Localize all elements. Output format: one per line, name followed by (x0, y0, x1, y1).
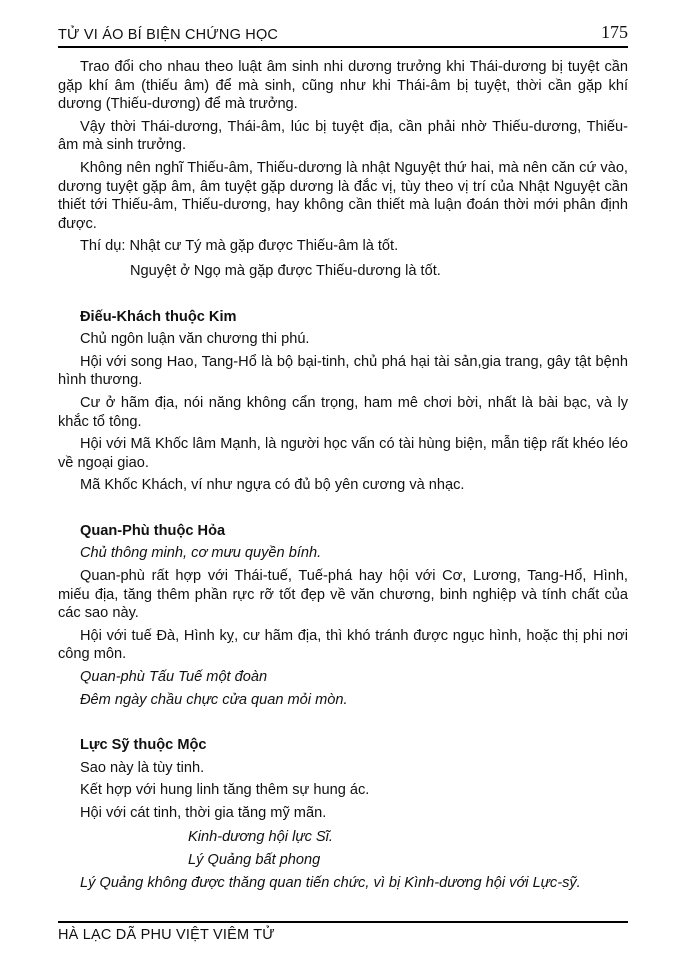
paragraph: Không nên nghĩ Thiếu-âm, Thiếu-dương là nhật Nguyệt thứ hai, mà nên căn cứ vào, dương tuyệt gặp âm, âm tuyệt gặp dương là đắc vị, tùy theo vị trí của Nhật Nguyệt cần thiết tới Thiếu-âm, Thiếu-dương, hay không cần thiết mà luận đoán thời mới phân định được. (58, 159, 628, 232)
paragraph-italic: Lý Quảng không được thăng quan tiến chức, vì bị Kình-dương hội với Lực-sỹ. (80, 874, 581, 891)
section-heading: Lực Sỹ thuộc Mộc (80, 737, 207, 754)
paragraph: Hội với song Hao, Tang-Hổ là bộ bại-tinh, chủ phá hại tài sản,gia trang, gây tật bệnh hình thương. (58, 353, 628, 389)
example-line: Thí dụ: Nhật cư Tý mà gặp được Thiếu-âm là tốt. (80, 238, 399, 255)
page-number: 175 (601, 22, 628, 42)
paragraph: Vậy thời Thái-dương, Thái-âm, lúc bị tuyệt địa, cần phải nhờ Thiếu-dương, Thiếu-âm mà sinh trưởng. (58, 118, 628, 154)
paragraph: Cư ở hãm địa, nói năng không cẩn trọng, ham mê chơi bời, nhất là bài bạc, và ly khắc tổ tông. (58, 394, 628, 430)
running-title: TỬ VI ÁO BÍ BIỆN CHỨNG HỌC (58, 27, 279, 43)
paragraph: Hội với Mã Khốc lâm Mạnh, là người học vấn có tài hùng biện, mẫn tiệp rất khéo léo về ngoại giao. (58, 436, 628, 471)
paragraph-italic: Chủ thông minh, cơ mưu quyền bính. (80, 545, 322, 562)
paragraph: Hội với cát tinh, thời gia tăng mỹ mãn. (80, 805, 327, 821)
paragraph: Kết hợp với hung linh tăng thêm sự hung ác. (80, 782, 370, 799)
page-body (58, 54, 628, 892)
example-line: Nguyệt ở Ngọ mà gặp được Thiếu-dương là tốt. (130, 262, 441, 279)
section-heading: Điếu-Khách thuộc Kim (80, 308, 237, 325)
paragraph: Mã Khốc Khách, ví như ngựa có đủ bộ yên cương và nhạc. (80, 477, 465, 494)
paragraph: Hội với tuế Đà, Hình kỵ, cư hãm địa, thì khó tránh được ngục hình, hoặc thị phi nơi công môn. (58, 627, 628, 663)
verse-line: Đêm ngày chầu chực cửa quan mỏi mòn. (80, 691, 348, 708)
verse-line: Kinh-dương hội lực Sĩ. (188, 828, 333, 845)
paragraph: Quan-phù rất hợp với Thái-tuế, Tuế-phá hay hội với Cơ, Lương, Tang-Hổ, Hình, miếu địa, tăng thêm phần rực rỡ tốt đẹp về văn chương, binh nghiệp và tính chất của các sao này. (58, 568, 628, 622)
paragraph: Sao này là tùy tinh. (80, 759, 205, 776)
page-footer (58, 921, 628, 943)
paragraph: Chủ ngôn luận văn chương thi phú. (80, 331, 310, 348)
verse-line: Lý Quảng bất phong (188, 852, 321, 869)
footer-author: HÀ LẠC DÃ PHU VIỆT VIÊM TỬ (58, 927, 275, 943)
paragraph: Trao đổi cho nhau theo luật âm sinh nhi dương trưởng khi Thái-dương bị tuyệt cần gặp khí âm (thiếu âm) để mà sinh, cũng như khi Thái-âm bị tuyệt, thời cần gặp khí dương (Thiếu-dương) để mà trưởng. (58, 59, 628, 113)
page-header (58, 22, 628, 48)
section-heading: Quan-Phù thuộc Hỏa (80, 522, 226, 539)
verse-line: Quan-phù Tấu Tuế một đoàn (80, 669, 268, 686)
